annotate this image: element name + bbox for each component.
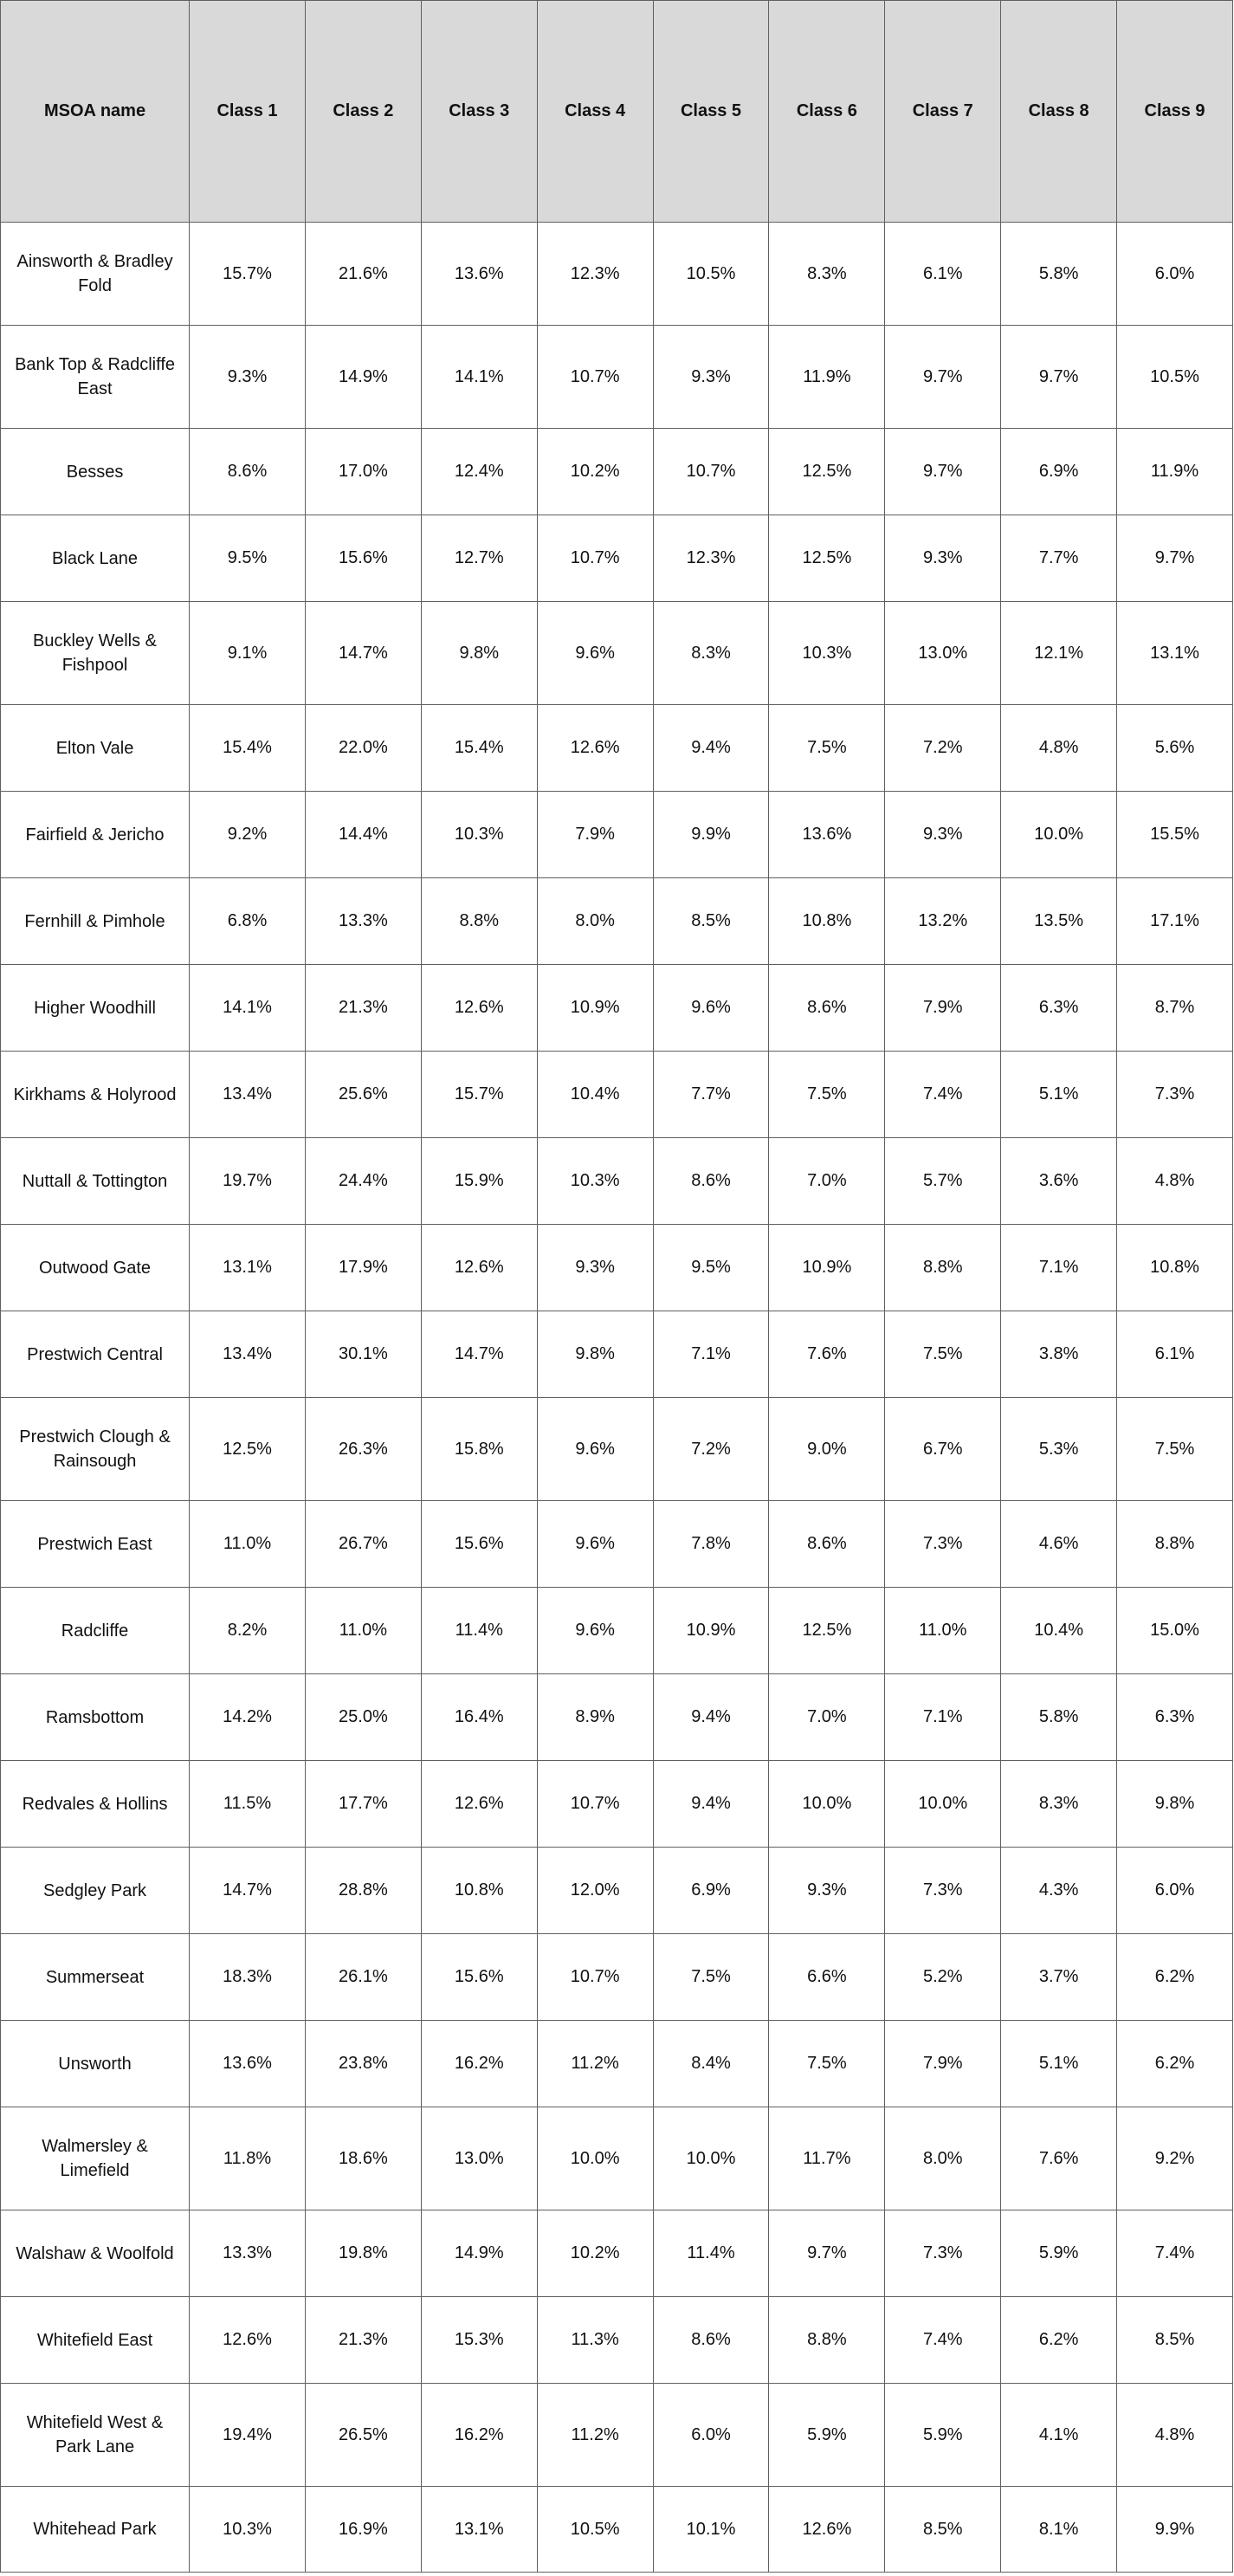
class-7-cell: 8.8% (885, 1225, 1001, 1311)
class-5-cell: 7.7% (653, 1052, 769, 1138)
class-2-cell: 21.3% (305, 2297, 421, 2384)
table-row (1, 2107, 1233, 2210)
class-2-cell: 17.0% (305, 429, 421, 515)
class-2-cell: 16.9% (305, 2487, 421, 2573)
class-9-cell: 8.5% (1117, 2297, 1233, 2384)
class-2-cell: 26.7% (305, 1501, 421, 1588)
class-6-cell: 10.3% (769, 602, 885, 705)
msoa-name-cell: Walshaw & Woolfold (1, 2210, 190, 2297)
header-class-4: Class 4 (537, 1, 653, 223)
class-7-cell: 7.9% (885, 965, 1001, 1052)
class-6-cell: 7.5% (769, 705, 885, 792)
class-3-cell: 16.2% (421, 2021, 537, 2107)
class-8-cell: 3.8% (1001, 1311, 1117, 1398)
class-5-cell: 9.4% (653, 705, 769, 792)
class-4-cell: 8.9% (537, 1674, 653, 1761)
class-5-cell: 10.1% (653, 2487, 769, 2573)
class-7-cell: 5.7% (885, 1138, 1001, 1225)
table-row (1, 878, 1233, 965)
header-row (1, 1, 1233, 223)
class-1-cell: 13.6% (190, 2021, 306, 2107)
class-4-cell: 10.7% (537, 1934, 653, 2021)
class-2-cell: 17.9% (305, 1225, 421, 1311)
class-8-cell: 8.3% (1001, 1761, 1117, 1848)
class-3-cell: 15.6% (421, 1934, 537, 2021)
class-4-cell: 10.3% (537, 1138, 653, 1225)
class-9-cell: 13.1% (1117, 602, 1233, 705)
msoa-name-cell: Fernhill & Pimhole (1, 878, 190, 965)
class-6-cell: 13.6% (769, 792, 885, 878)
class-6-cell: 10.0% (769, 1761, 885, 1848)
class-5-cell: 10.0% (653, 2107, 769, 2210)
class-9-cell: 6.0% (1117, 1848, 1233, 1934)
class-5-cell: 8.6% (653, 2297, 769, 2384)
class-8-cell: 6.3% (1001, 965, 1117, 1052)
class-8-cell: 10.0% (1001, 792, 1117, 878)
msoa-name-cell: Besses (1, 429, 190, 515)
class-8-cell: 5.3% (1001, 1398, 1117, 1501)
class-7-cell: 13.2% (885, 878, 1001, 965)
table-row (1, 2297, 1233, 2384)
msoa-name-cell: Radcliffe (1, 1588, 190, 1674)
class-5-cell: 10.9% (653, 1588, 769, 1674)
header-class-3: Class 3 (421, 1, 537, 223)
class-3-cell: 9.8% (421, 602, 537, 705)
class-6-cell: 7.6% (769, 1311, 885, 1398)
class-7-cell: 7.1% (885, 1674, 1001, 1761)
table-row (1, 602, 1233, 705)
table-row (1, 2487, 1233, 2573)
class-2-cell: 11.0% (305, 1588, 421, 1674)
class-3-cell: 13.1% (421, 2487, 537, 2573)
class-4-cell: 8.0% (537, 878, 653, 965)
class-4-cell: 10.2% (537, 2210, 653, 2297)
msoa-name-cell: Sedgley Park (1, 1848, 190, 1934)
class-6-cell: 7.0% (769, 1138, 885, 1225)
table-row (1, 223, 1233, 326)
header-class-6: Class 6 (769, 1, 885, 223)
class-5-cell: 8.6% (653, 1138, 769, 1225)
class-3-cell: 15.8% (421, 1398, 537, 1501)
class-9-cell: 5.6% (1117, 705, 1233, 792)
class-1-cell: 19.4% (190, 2384, 306, 2487)
class-1-cell: 15.7% (190, 223, 306, 326)
class-6-cell: 6.6% (769, 1934, 885, 2021)
table-row (1, 965, 1233, 1052)
class-4-cell: 9.3% (537, 1225, 653, 1311)
class-8-cell: 3.6% (1001, 1138, 1117, 1225)
header-class-9: Class 9 (1117, 1, 1233, 223)
class-9-cell: 10.5% (1117, 326, 1233, 429)
table-row (1, 515, 1233, 602)
class-5-cell: 7.2% (653, 1398, 769, 1501)
class-8-cell: 3.7% (1001, 1934, 1117, 2021)
class-3-cell: 12.6% (421, 1225, 537, 1311)
class-4-cell: 10.5% (537, 2487, 653, 2573)
msoa-name-cell: Nuttall & Tottington (1, 1138, 190, 1225)
msoa-name-cell: Bank Top & Radcliffe East (1, 326, 190, 429)
class-7-cell: 7.9% (885, 2021, 1001, 2107)
class-2-cell: 21.6% (305, 223, 421, 326)
class-2-cell: 30.1% (305, 1311, 421, 1398)
class-9-cell: 6.2% (1117, 1934, 1233, 2021)
msoa-name-cell: Whitehead Park (1, 2487, 190, 2573)
class-6-cell: 12.5% (769, 515, 885, 602)
msoa-name-cell: Elton Vale (1, 705, 190, 792)
msoa-name-cell: Outwood Gate (1, 1225, 190, 1311)
class-9-cell: 7.5% (1117, 1398, 1233, 1501)
class-6-cell: 8.3% (769, 223, 885, 326)
class-3-cell: 12.7% (421, 515, 537, 602)
class-1-cell: 11.8% (190, 2107, 306, 2210)
class-3-cell: 15.3% (421, 2297, 537, 2384)
class-1-cell: 14.2% (190, 1674, 306, 1761)
class-2-cell: 13.3% (305, 878, 421, 965)
class-1-cell: 14.1% (190, 965, 306, 1052)
header-class-5: Class 5 (653, 1, 769, 223)
class-6-cell: 7.5% (769, 1052, 885, 1138)
msoa-name-cell: Black Lane (1, 515, 190, 602)
class-3-cell: 15.7% (421, 1052, 537, 1138)
class-9-cell: 6.2% (1117, 2021, 1233, 2107)
class-4-cell: 11.2% (537, 2021, 653, 2107)
class-9-cell: 10.8% (1117, 1225, 1233, 1311)
class-6-cell: 12.5% (769, 1588, 885, 1674)
msoa-name-cell: Kirkhams & Holyrood (1, 1052, 190, 1138)
class-7-cell: 6.1% (885, 223, 1001, 326)
class-6-cell: 8.8% (769, 2297, 885, 2384)
class-7-cell: 8.0% (885, 2107, 1001, 2210)
class-1-cell: 9.2% (190, 792, 306, 878)
class-7-cell: 7.4% (885, 1052, 1001, 1138)
class-7-cell: 11.0% (885, 1588, 1001, 1674)
class-4-cell: 10.2% (537, 429, 653, 515)
header-msoa-name: MSOA name (1, 1, 190, 223)
class-9-cell: 8.8% (1117, 1501, 1233, 1588)
class-2-cell: 28.8% (305, 1848, 421, 1934)
class-8-cell: 7.6% (1001, 2107, 1117, 2210)
class-9-cell: 15.5% (1117, 792, 1233, 878)
class-8-cell: 6.2% (1001, 2297, 1117, 2384)
msoa-name-cell: Higher Woodhill (1, 965, 190, 1052)
class-1-cell: 18.3% (190, 1934, 306, 2021)
msoa-name-cell: Prestwich Central (1, 1311, 190, 1398)
class-6-cell: 8.6% (769, 965, 885, 1052)
class-2-cell: 14.9% (305, 326, 421, 429)
class-5-cell: 12.3% (653, 515, 769, 602)
class-4-cell: 10.7% (537, 326, 653, 429)
table-row (1, 1225, 1233, 1311)
class-7-cell: 9.3% (885, 515, 1001, 602)
class-6-cell: 10.8% (769, 878, 885, 965)
class-4-cell: 10.4% (537, 1052, 653, 1138)
class-8-cell: 7.7% (1001, 515, 1117, 602)
class-3-cell: 15.9% (421, 1138, 537, 1225)
class-9-cell: 15.0% (1117, 1588, 1233, 1674)
msoa-name-cell: Fairfield & Jericho (1, 792, 190, 878)
class-2-cell: 26.3% (305, 1398, 421, 1501)
class-2-cell: 26.5% (305, 2384, 421, 2487)
class-3-cell: 14.1% (421, 326, 537, 429)
table-row (1, 1311, 1233, 1398)
class-5-cell: 9.4% (653, 1674, 769, 1761)
table-row (1, 1052, 1233, 1138)
class-8-cell: 4.6% (1001, 1501, 1117, 1588)
class-3-cell: 12.4% (421, 429, 537, 515)
class-9-cell: 4.8% (1117, 1138, 1233, 1225)
header-class-1: Class 1 (190, 1, 306, 223)
class-1-cell: 14.7% (190, 1848, 306, 1934)
msoa-name-cell: Redvales & Hollins (1, 1761, 190, 1848)
class-3-cell: 13.0% (421, 2107, 537, 2210)
class-2-cell: 18.6% (305, 2107, 421, 2210)
class-8-cell: 10.4% (1001, 1588, 1117, 1674)
class-8-cell: 6.9% (1001, 429, 1117, 515)
class-4-cell: 10.7% (537, 515, 653, 602)
class-8-cell: 4.3% (1001, 1848, 1117, 1934)
class-9-cell: 17.1% (1117, 878, 1233, 965)
class-7-cell: 7.5% (885, 1311, 1001, 1398)
class-8-cell: 5.8% (1001, 223, 1117, 326)
class-7-cell: 13.0% (885, 602, 1001, 705)
class-5-cell: 9.3% (653, 326, 769, 429)
class-6-cell: 9.0% (769, 1398, 885, 1501)
class-4-cell: 10.9% (537, 965, 653, 1052)
class-7-cell: 5.2% (885, 1934, 1001, 2021)
class-4-cell: 12.6% (537, 705, 653, 792)
class-4-cell: 9.6% (537, 1398, 653, 1501)
class-7-cell: 7.3% (885, 2210, 1001, 2297)
table-row (1, 1588, 1233, 1674)
class-7-cell: 7.4% (885, 2297, 1001, 2384)
class-3-cell: 8.8% (421, 878, 537, 965)
msoa-name-cell: Ainsworth & Bradley Fold (1, 223, 190, 326)
class-2-cell: 23.8% (305, 2021, 421, 2107)
class-3-cell: 10.3% (421, 792, 537, 878)
class-7-cell: 6.7% (885, 1398, 1001, 1501)
class-3-cell: 16.4% (421, 1674, 537, 1761)
msoa-name-cell: Whitefield East (1, 2297, 190, 2384)
class-9-cell: 9.8% (1117, 1761, 1233, 1848)
msoa-name-cell: Walmersley & Limefield (1, 2107, 190, 2210)
msoa-name-cell: Prestwich East (1, 1501, 190, 1588)
class-1-cell: 11.5% (190, 1761, 306, 1848)
class-1-cell: 9.5% (190, 515, 306, 602)
class-2-cell: 17.7% (305, 1761, 421, 1848)
class-9-cell: 4.8% (1117, 2384, 1233, 2487)
class-1-cell: 10.3% (190, 2487, 306, 2573)
class-7-cell: 5.9% (885, 2384, 1001, 2487)
class-1-cell: 19.7% (190, 1138, 306, 1225)
class-6-cell: 9.3% (769, 1848, 885, 1934)
table-row (1, 792, 1233, 878)
class-5-cell: 10.5% (653, 223, 769, 326)
class-3-cell: 11.4% (421, 1588, 537, 1674)
class-1-cell: 6.8% (190, 878, 306, 965)
table-row (1, 1138, 1233, 1225)
class-7-cell: 7.3% (885, 1848, 1001, 1934)
msoa-name-cell: Prestwich Clough & Rainsough (1, 1398, 190, 1501)
class-2-cell: 26.1% (305, 1934, 421, 2021)
class-5-cell: 9.4% (653, 1761, 769, 1848)
table-row (1, 2021, 1233, 2107)
class-6-cell: 8.6% (769, 1501, 885, 1588)
table-row (1, 2384, 1233, 2487)
class-3-cell: 13.6% (421, 223, 537, 326)
class-5-cell: 9.9% (653, 792, 769, 878)
class-5-cell: 9.6% (653, 965, 769, 1052)
msoa-name-cell: Whitefield West & Park Lane (1, 2384, 190, 2487)
class-5-cell: 7.1% (653, 1311, 769, 1398)
table-row (1, 705, 1233, 792)
class-6-cell: 10.9% (769, 1225, 885, 1311)
class-4-cell: 12.3% (537, 223, 653, 326)
class-6-cell: 11.7% (769, 2107, 885, 2210)
class-8-cell: 5.1% (1001, 1052, 1117, 1138)
class-4-cell: 10.0% (537, 2107, 653, 2210)
class-4-cell: 12.0% (537, 1848, 653, 1934)
class-6-cell: 12.6% (769, 2487, 885, 2573)
class-1-cell: 12.5% (190, 1398, 306, 1501)
class-7-cell: 9.7% (885, 429, 1001, 515)
class-5-cell: 9.5% (653, 1225, 769, 1311)
class-5-cell: 8.4% (653, 2021, 769, 2107)
class-1-cell: 9.3% (190, 326, 306, 429)
class-8-cell: 5.1% (1001, 2021, 1117, 2107)
class-4-cell: 10.7% (537, 1761, 653, 1848)
class-7-cell: 7.3% (885, 1501, 1001, 1588)
table-row (1, 1848, 1233, 1934)
class-2-cell: 19.8% (305, 2210, 421, 2297)
class-4-cell: 9.6% (537, 1588, 653, 1674)
class-9-cell: 7.3% (1117, 1052, 1233, 1138)
class-2-cell: 14.4% (305, 792, 421, 878)
class-4-cell: 11.3% (537, 2297, 653, 2384)
class-2-cell: 25.6% (305, 1052, 421, 1138)
class-5-cell: 6.0% (653, 2384, 769, 2487)
msoa-name-cell: Buckley Wells & Fishpool (1, 602, 190, 705)
class-3-cell: 14.9% (421, 2210, 537, 2297)
table-row (1, 1398, 1233, 1501)
class-2-cell: 24.4% (305, 1138, 421, 1225)
class-6-cell: 9.7% (769, 2210, 885, 2297)
class-9-cell: 9.2% (1117, 2107, 1233, 2210)
table-row (1, 1674, 1233, 1761)
class-6-cell: 11.9% (769, 326, 885, 429)
class-9-cell: 6.3% (1117, 1674, 1233, 1761)
class-5-cell: 8.5% (653, 878, 769, 965)
class-2-cell: 15.6% (305, 515, 421, 602)
class-1-cell: 8.6% (190, 429, 306, 515)
table-row (1, 1934, 1233, 2021)
class-2-cell: 14.7% (305, 602, 421, 705)
class-3-cell: 10.8% (421, 1848, 537, 1934)
class-8-cell: 7.1% (1001, 1225, 1117, 1311)
class-9-cell: 9.7% (1117, 515, 1233, 602)
class-7-cell: 10.0% (885, 1761, 1001, 1848)
class-7-cell: 7.2% (885, 705, 1001, 792)
class-5-cell: 7.8% (653, 1501, 769, 1588)
class-5-cell: 6.9% (653, 1848, 769, 1934)
class-3-cell: 14.7% (421, 1311, 537, 1398)
class-2-cell: 21.3% (305, 965, 421, 1052)
table-row (1, 429, 1233, 515)
class-4-cell: 7.9% (537, 792, 653, 878)
class-3-cell: 15.6% (421, 1501, 537, 1588)
class-1-cell: 11.0% (190, 1501, 306, 1588)
header-class-7: Class 7 (885, 1, 1001, 223)
class-9-cell: 6.0% (1117, 223, 1233, 326)
class-1-cell: 13.4% (190, 1311, 306, 1398)
msoa-name-cell: Summerseat (1, 1934, 190, 2021)
class-3-cell: 12.6% (421, 1761, 537, 1848)
class-2-cell: 22.0% (305, 705, 421, 792)
class-8-cell: 8.1% (1001, 2487, 1117, 2573)
class-9-cell: 6.1% (1117, 1311, 1233, 1398)
class-7-cell: 8.5% (885, 2487, 1001, 2573)
class-5-cell: 7.5% (653, 1934, 769, 2021)
class-9-cell: 9.9% (1117, 2487, 1233, 2573)
class-5-cell: 10.7% (653, 429, 769, 515)
class-8-cell: 5.8% (1001, 1674, 1117, 1761)
class-4-cell: 9.8% (537, 1311, 653, 1398)
class-9-cell: 11.9% (1117, 429, 1233, 515)
class-8-cell: 12.1% (1001, 602, 1117, 705)
class-6-cell: 7.5% (769, 2021, 885, 2107)
class-6-cell: 12.5% (769, 429, 885, 515)
class-4-cell: 9.6% (537, 602, 653, 705)
table-row (1, 1761, 1233, 1848)
table-body (1, 223, 1233, 2573)
table-row (1, 326, 1233, 429)
class-1-cell: 12.6% (190, 2297, 306, 2384)
class-6-cell: 7.0% (769, 1674, 885, 1761)
class-1-cell: 8.2% (190, 1588, 306, 1674)
class-2-cell: 25.0% (305, 1674, 421, 1761)
table-row (1, 2210, 1233, 2297)
header-class-2: Class 2 (305, 1, 421, 223)
class-5-cell: 8.3% (653, 602, 769, 705)
class-8-cell: 13.5% (1001, 878, 1117, 965)
class-9-cell: 8.7% (1117, 965, 1233, 1052)
class-3-cell: 15.4% (421, 705, 537, 792)
msoa-name-cell: Unsworth (1, 2021, 190, 2107)
class-8-cell: 4.8% (1001, 705, 1117, 792)
class-9-cell: 7.4% (1117, 2210, 1233, 2297)
class-8-cell: 9.7% (1001, 326, 1117, 429)
class-3-cell: 16.2% (421, 2384, 537, 2487)
class-4-cell: 11.2% (537, 2384, 653, 2487)
class-1-cell: 13.4% (190, 1052, 306, 1138)
class-1-cell: 13.1% (190, 1225, 306, 1311)
class-7-cell: 9.7% (885, 326, 1001, 429)
class-5-cell: 11.4% (653, 2210, 769, 2297)
table-row (1, 1501, 1233, 1588)
class-1-cell: 9.1% (190, 602, 306, 705)
header-class-8: Class 8 (1001, 1, 1117, 223)
class-8-cell: 5.9% (1001, 2210, 1117, 2297)
class-7-cell: 9.3% (885, 792, 1001, 878)
class-1-cell: 13.3% (190, 2210, 306, 2297)
class-1-cell: 15.4% (190, 705, 306, 792)
msoa-name-cell: Ramsbottom (1, 1674, 190, 1761)
class-6-cell: 5.9% (769, 2384, 885, 2487)
class-3-cell: 12.6% (421, 965, 537, 1052)
class-8-cell: 4.1% (1001, 2384, 1117, 2487)
class-4-cell: 9.6% (537, 1501, 653, 1588)
